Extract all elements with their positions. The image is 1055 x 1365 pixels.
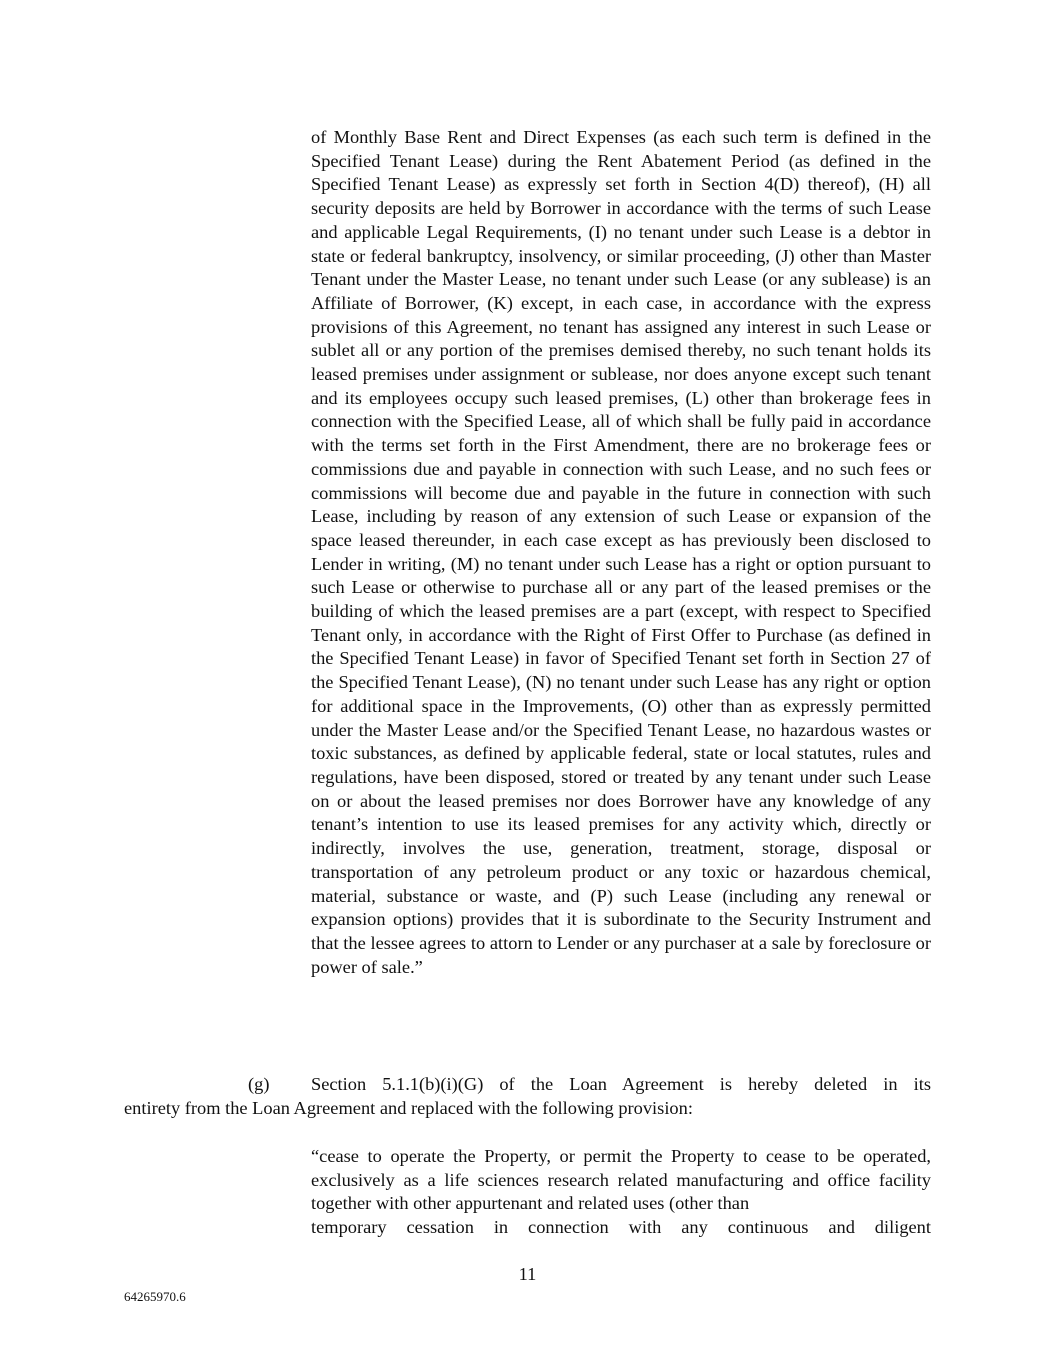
paragraph-g-first-line-text: Section 5.1.1(b)(i)(G) of the Loan Agreement is hereby deleted in its: [311, 1074, 931, 1094]
document-id: 64265970.6: [124, 1289, 186, 1304]
quoted-operation-covenant-body: “cease to operate the Property, or permit the Property to cease to be operated, exclusively as a life sciences research related manufacturing and office facility together with other appurtenant and related uses (other than: [311, 1146, 931, 1214]
paragraph-g-marker: (g): [248, 1074, 270, 1094]
quoted-operation-covenant: [311, 1145, 931, 1240]
quoted-lease-provision-continuation: of Monthly Base Rent and Direct Expenses (as each such term is defined in the Specified Tenant Lease) during the Rent Abatement Period (as defined in the Specified Tenant Lease) as expressly set forth in Section 4(D) thereof), (H) all security deposits are held by Borrower in accordance with the terms of such Lease and applicable Legal Requirements, (I) no tenant under such Lease is a debtor in state or federal bankruptcy, insolvency, or similar proceeding, (J) other than Master Tenant under the Master Lease, no tenant under such Lease (or any sublease) is an Affiliate of Borrower, (K) except, in each case, in accordance with the express provisions of this Agreement, no tenant has assigned any interest in such Lease or sublet all or any portion of the premises demised thereby, no such tenant holds its leased premises under assignment or sublease, nor does anyone except such tenant and its employees occupy such leased premises, (L) other than brokerage fees in connection with the Specified Lease, all of which shall be fully paid in accordance with the terms set forth in the First Amendment, there are no brokerage fees or commissions due and payable in connection with such Lease, and no such fees or commissions will become due and payable in the future in connection with such Lease, including by reason of any extension of such Lease or expansion of the space leased thereunder, in each case except as has previously been disclosed to Lender in writing, (M) no tenant under such Lease has a right or option pursuant to such Lease or otherwise to purchase all or any part of the leased premises or the building of which the leased premises are a part (except, with respect to Specified Tenant only, in accordance with the Right of First Offer to Purchase (as defined in the Specified Tenant Lease) in favor of Specified Tenant set forth in Section 27 of the Specified Tenant Lease), (N) no tenant under such Lease has any right or option for additional space in the Improvements, (O) other than as expressly permitted under the Master Lease and/or the Specified Tenant Lease, no hazardous wastes or toxic substances, as defined by applicable federal, state or local statutes, rules and regulations, have been disposed, stored or treated by any tenant under such Lease on or about the leased premises nor does Borrower have any knowledge of any tenant’s intention to use its leased premises for any activity which, directly or indirectly, involves the use, generation, treatment, storage, disposal or transportation of any petroleum product or any toxic or hazardous chemical, material, substance or waste, and (P) such Lease (including any renewal or expansion options) provides that it is subordinate to the Security Instrument and that the lessee agrees to attorn to Lender or any purchaser at a sale by foreclosure or power of sale.”: [311, 127, 931, 977]
paragraph-g: [124, 1073, 931, 1120]
page-number: 11: [518, 1264, 537, 1284]
quoted-operation-covenant-last-line: temporary cessation in connection with any continuous and diligent: [311, 1217, 931, 1238]
paragraph-g-first-line: [124, 1073, 931, 1097]
paragraph-g-second-line: entirety from the Loan Agreement and replaced with the following provision:: [124, 1097, 693, 1118]
